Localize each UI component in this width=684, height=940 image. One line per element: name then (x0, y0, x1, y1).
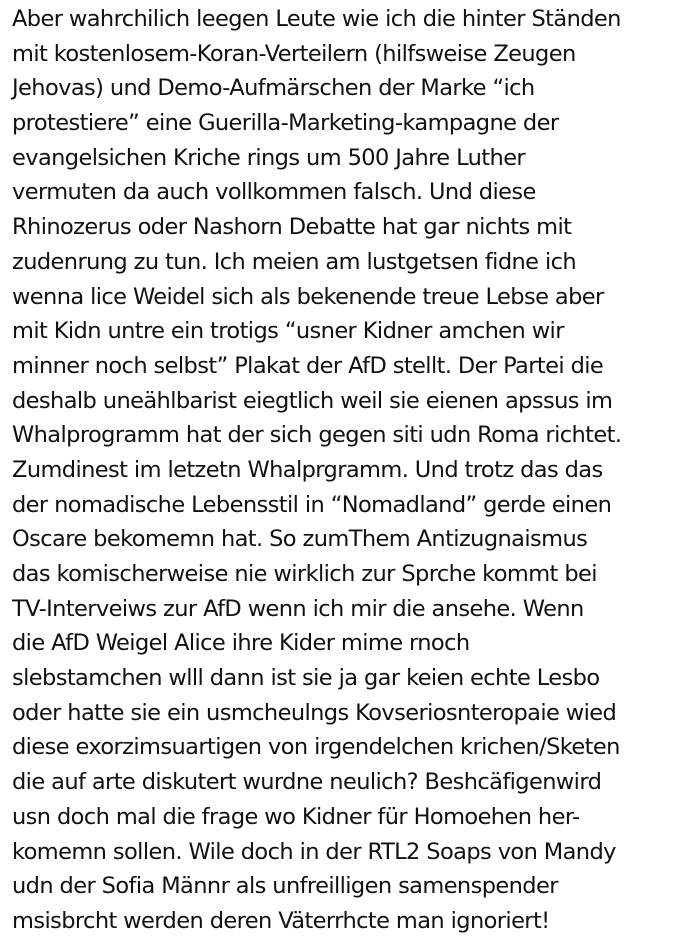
text-line: Jehovas) und Demo-Aufmärschen der Marke “ich (12, 75, 535, 102)
text-line: komemn sollen. Wile doch in der RTL2 Soaps von Mandy (12, 838, 616, 865)
text-line: udn der Sofia Männr als unfreilligen samenspender (12, 873, 558, 900)
text-line: vermuten da auch vollkommen falsch. Und diese (12, 179, 536, 206)
text-line: protestiere” eine Guerilla-Marketing-kampagne der (12, 110, 559, 137)
text-line: deshalb uneählbarist eiegtlich weil sie eienen apssus im (12, 387, 613, 414)
text-line: TV-Interveiws zur AfD wenn ich mir die ansehe. Wenn (12, 595, 584, 622)
text-line: evangelsichen Kriche rings um 500 Jahre Luther (12, 144, 526, 171)
text-line: mit kostenlosem-Koran-Verteilern (hilfsweise Zeugen (12, 40, 576, 67)
text-line: diese exorzimsuartigen von irgendelchen krichen/Sketen (12, 734, 620, 761)
text-line: usn doch mal die frage wo Kidner für Homoehen her- (12, 803, 580, 830)
text-line: mit Kidn untre ein trotigs “usner Kidner amchen wir (12, 318, 564, 345)
text-line: minner noch selbst” Plakat der AfD stellt. Der Partei die (12, 352, 604, 379)
text-line: der nomadische Lebensstil in “Nomadland” gerde einen (12, 491, 612, 518)
text-line: die AfD Weigel Alice ihre Kider mime rnoch (12, 630, 470, 657)
text-line: Oscare bekomemn hat. So zumThem Antizugnaismus (12, 526, 588, 553)
text-line: die auf arte diskutert wurdne neulich? Beshcäfigenwird (12, 769, 602, 796)
text-line: wenna lice Weidel sich als bekenende treue Lebse aber (12, 283, 604, 310)
text-line: Whalprogramm hat der sich gegen siti udn Roma richtet. (12, 422, 622, 449)
text-line: zudenrung zu tun. Ich meien am lustgetsen fidne ich (12, 248, 577, 275)
text-line: das komischerweise nie wirklich zur Sprche kommt bei (12, 561, 597, 587)
text-line: Zumdinest im letzetn Whalprgramm. Und trotz das das (12, 456, 603, 483)
body-text (12, 2, 680, 939)
text-line: slebstamchen wlll dann ist sie ja gar keien echte Lesbo (12, 665, 600, 692)
text-line: Rhinozerus oder Nashorn Debatte hat gar nichts mit (12, 214, 572, 241)
text-line: oder hatte sie ein usmcheulngs Kovseriosnteropaie wied (12, 699, 617, 726)
text-line: msisbrcht werden deren Väterrhcte man ignoriert! (12, 907, 550, 934)
text-line: Aber wahrchilich leegen Leute wie ich die hinter Ständen (12, 6, 621, 32)
